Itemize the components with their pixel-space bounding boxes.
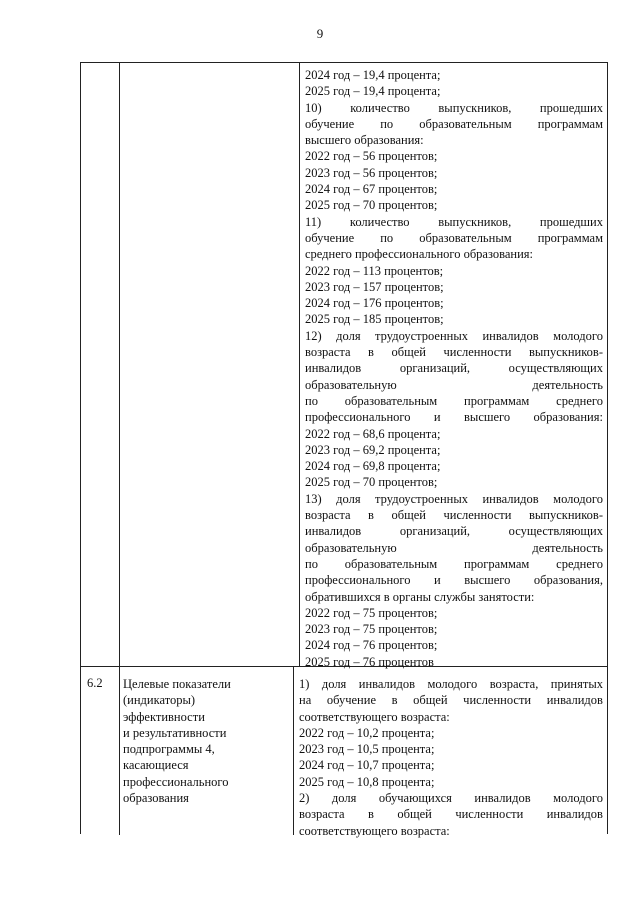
text-line: инвалидов организаций, осуществляющих	[305, 361, 603, 376]
title-line: касающиеся	[123, 758, 189, 773]
text-line: образовательную деятельность	[305, 540, 603, 555]
row-title-cell	[123, 676, 283, 806]
text-line: 2024 год – 67 процентов;	[305, 182, 438, 197]
row-number-cell: 6.2	[87, 676, 103, 690]
text-line: 2025 год – 185 процентов;	[305, 312, 444, 327]
text-line: инвалидов организаций, осуществляющих	[305, 524, 603, 539]
text-line: профессионального и высшего образования,	[305, 573, 603, 588]
text-line: 2024 год – 176 процентов;	[305, 296, 444, 311]
page-number: 9	[316, 26, 324, 41]
title-line: и результативности	[123, 725, 227, 740]
title-line: профессионального	[123, 774, 229, 789]
text-line: 2023 год – 10,5 процента;	[299, 742, 435, 757]
text-line: 2) доля обучающихся инвалидов молодого	[299, 791, 603, 806]
title-line: образования	[123, 791, 189, 806]
text-line: 2023 год – 56 процентов;	[305, 165, 438, 180]
column-divider	[119, 63, 120, 666]
table-row	[81, 63, 607, 667]
text-line: 2024 год – 76 процентов;	[305, 638, 438, 653]
text-line: высшего образования:	[305, 133, 424, 148]
text-line: 2024 год – 19,4 процента;	[305, 68, 441, 82]
text-line: 2022 год – 75 процентов;	[305, 605, 438, 620]
text-line: 11) количество выпускников, прошедших	[305, 214, 603, 229]
text-line: обратившихся в органы службы занятости:	[305, 589, 535, 604]
title-line: эффективности	[123, 709, 205, 724]
text-line: 2022 год – 113 процентов;	[305, 263, 444, 278]
text-line: возраста в общей численности выпускников-	[305, 345, 603, 360]
column-divider	[119, 667, 120, 835]
text-line: 10) количество выпускников, прошедших	[305, 100, 603, 115]
text-line: по образовательным программам среднего	[305, 556, 603, 571]
text-line: 2023 год – 157 процентов;	[305, 279, 444, 294]
text-line: соответствующего возраста:	[299, 823, 450, 838]
text-line: 2025 год – 70 процентов;	[305, 198, 438, 213]
title-line: подпрограммы 4,	[123, 742, 215, 757]
text-line: 1) доля инвалидов молодого возраста, принятых	[299, 677, 603, 691]
text-line: на обучение в общей численности инвалидов	[299, 693, 603, 708]
text-line: 2022 год – 56 процентов;	[305, 149, 438, 164]
text-line: 2024 год – 69,8 процента;	[305, 459, 441, 474]
text-line: среднего профессионального образования:	[305, 247, 533, 262]
text-line: образовательную деятельность	[305, 377, 603, 392]
text-line: 2022 год – 68,6 процента;	[305, 426, 441, 441]
text-line: профессионального и высшего образования:	[305, 410, 603, 425]
title-line: Целевые показатели	[123, 677, 231, 691]
text-line: обучение по образовательным программам	[305, 116, 603, 131]
text-line: 12) доля трудоустроенных инвалидов молодого	[305, 328, 603, 343]
text-line: 2025 год – 10,8 процента;	[299, 774, 435, 789]
text-line: обучение по образовательным программам	[305, 230, 603, 245]
text-line: 2023 год – 75 процентов;	[305, 622, 438, 637]
text-line: 13) доля трудоустроенных инвалидов молодого	[305, 491, 603, 506]
title-line: (индикаторы)	[123, 693, 196, 708]
text-line: 2025 год – 19,4 процента;	[305, 84, 441, 99]
column-divider	[299, 63, 300, 666]
text-line: 2023 год – 69,2 процента;	[305, 442, 441, 457]
text-line: 2025 год – 70 процентов;	[305, 475, 438, 490]
text-line: возраста в общей численности инвалидов	[299, 807, 603, 822]
text-line: 2024 год – 10,7 процента;	[299, 758, 435, 773]
document-table	[80, 62, 608, 838]
text-line: 2022 год – 10,2 процента;	[299, 725, 435, 740]
column-divider	[293, 667, 294, 835]
row-content-cell	[305, 67, 603, 670]
text-line: возраста в общей численности выпускников-	[305, 508, 603, 523]
row-content-cell	[299, 676, 603, 839]
table-row	[81, 667, 607, 838]
text-line: 2025 год – 76 процентов	[305, 654, 434, 669]
text-line: по образовательным программам среднего	[305, 393, 603, 408]
text-line: соответствующего возраста:	[299, 709, 450, 724]
